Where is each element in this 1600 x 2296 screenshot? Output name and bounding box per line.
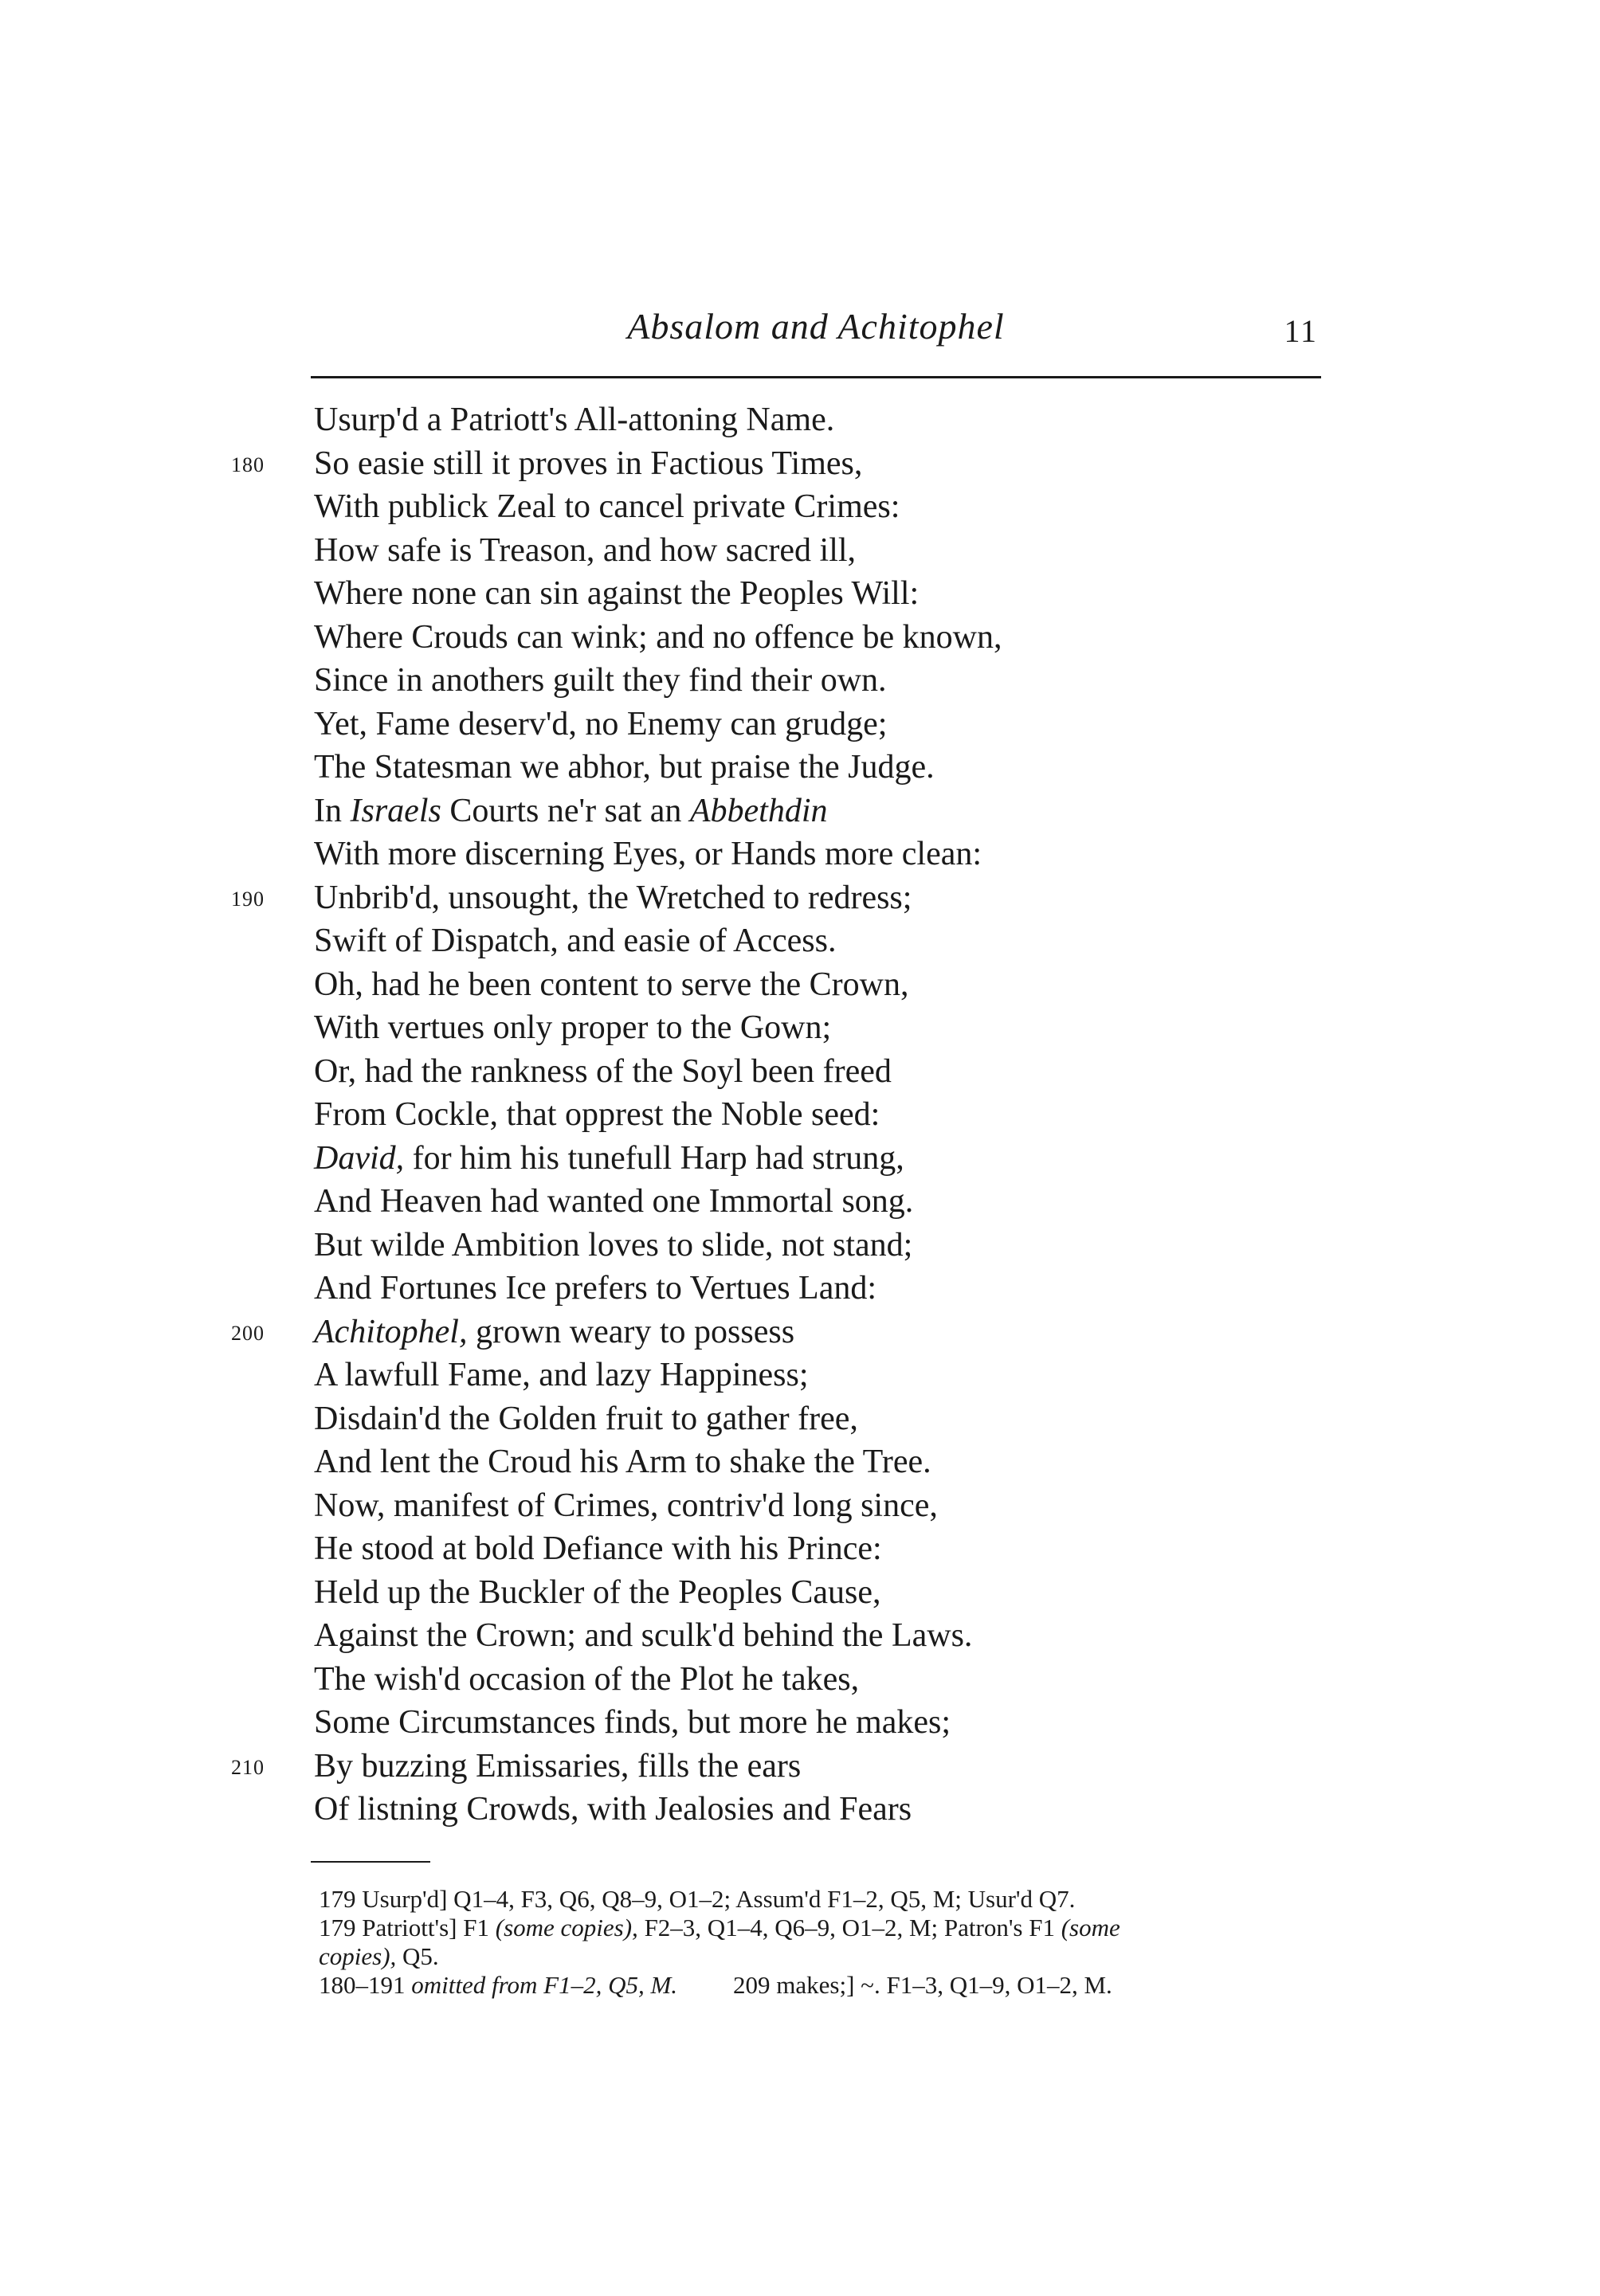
verse-text: Some Circumstances finds, but more he makes;	[314, 1704, 951, 1741]
note-italic: (some	[1061, 1914, 1120, 1941]
verse-line	[231, 616, 1363, 660]
textual-note	[319, 1914, 1339, 1942]
verse-text-part: for him his tunefull Harp had strung,	[404, 1139, 904, 1177]
verse-line	[231, 1050, 1363, 1094]
verse-text-part: grown weary to possess	[467, 1313, 795, 1350]
verse-text: From Cockle, that opprest the Noble seed:	[314, 1096, 880, 1133]
verse-line	[231, 963, 1363, 1007]
verse-text: And Heaven had wanted one Immortal song.	[314, 1183, 914, 1220]
verse-text	[314, 789, 828, 833]
verse-line	[231, 1571, 1363, 1615]
textual-note	[319, 1885, 1339, 1914]
verse-text	[314, 1311, 794, 1354]
textual-note	[319, 1971, 1339, 2000]
verse-text: And lent the Croud his Arm to shake the Tree.	[314, 1444, 931, 1480]
verse-italic-name: Israels	[350, 792, 441, 829]
verse-line	[231, 1137, 1363, 1181]
verse-text: Disdain'd the Golden fruit to gather free,	[314, 1400, 858, 1437]
footnote-rule	[311, 1861, 430, 1863]
verse-line	[231, 442, 1363, 486]
verse-text: Of listning Crowds, with Jealosies and Fears	[314, 1791, 912, 1828]
verse-line	[231, 1311, 1363, 1354]
verse-line	[231, 1745, 1363, 1789]
verse-text: A lawfull Fame, and lazy Happiness;	[314, 1357, 809, 1393]
verse-italic-name: David,	[314, 1139, 405, 1177]
note-text: Q5.	[396, 1942, 439, 1970]
verse-text: So easie still it proves in Factious Times,	[314, 445, 863, 482]
verse-line	[231, 876, 1363, 920]
note-italic: omitted from F1–2, Q5, M.	[411, 1971, 678, 1999]
verse-italic-name: Abbethdin	[689, 792, 828, 829]
line-number: 200	[231, 1321, 265, 1345]
verse-text: Against the Crown; and sculk'd behind the Laws.	[314, 1617, 973, 1654]
verse-line	[231, 398, 1363, 442]
verse-line	[231, 485, 1363, 529]
verse-text: Usurp'd a Patriott's All-attoning Name.	[314, 402, 835, 438]
verse-line	[231, 1267, 1363, 1311]
verse-text: The Statesman we abhor, but praise the Judge.	[314, 749, 935, 786]
verse-line	[231, 833, 1363, 876]
page-number: 11	[1284, 313, 1318, 349]
verse-text: Or, had the rankness of the Soyl been freed	[314, 1052, 892, 1090]
note-italic: copies),	[319, 1942, 397, 1970]
line-number: 210	[231, 1755, 265, 1779]
verse-text: Yet, Fame deserv'd, no Enemy can grudge;	[314, 705, 888, 742]
verse-line	[231, 789, 1363, 833]
textual-note	[319, 1942, 1339, 1971]
verse-text: He stood at bold Defiance with his Prince:	[314, 1530, 882, 1567]
verse-text: Held up the Buckler of the Peoples Cause,	[314, 1573, 881, 1611]
verse-line	[231, 659, 1363, 703]
verse-line	[231, 1658, 1363, 1702]
verse-text	[314, 1137, 904, 1181]
verse-text: Where none can sin against the Peoples Will:	[314, 575, 920, 612]
verse-text: Oh, had he been content to serve the Crown,	[314, 966, 909, 1003]
note-text: 180–191	[319, 1971, 412, 1999]
verse-line	[231, 529, 1363, 573]
verse-text: How safe is Treason, and how sacred ill,	[314, 531, 857, 569]
verse-line	[231, 1527, 1363, 1571]
line-number: 190	[231, 887, 265, 911]
line-number: 180	[231, 453, 265, 476]
verse-line	[231, 1440, 1363, 1484]
verse-text: By buzzing Emissaries, fills the ears	[314, 1747, 802, 1785]
note-text: 179 Usurp'd] Q1–4, F3, Q6, Q8–9, O1–2; Assum'd F1–2, Q5, M; Usur'd Q7.	[319, 1885, 1076, 1913]
verse-text: With more discerning Eyes, or Hands more clean:	[314, 836, 982, 872]
note-text: 209 makes;] ~. F1–3, Q1–9, O1–2, M.	[733, 1971, 1112, 1999]
running-title: Absalom and Achitophel	[627, 306, 1005, 347]
verse-line	[231, 1397, 1363, 1441]
verse-line	[231, 572, 1363, 616]
verse-text: And Fortunes Ice prefers to Vertues Land:	[314, 1270, 877, 1307]
verse-line	[231, 1614, 1363, 1658]
verse-text: Swift of Dispatch, and easie of Access.	[314, 923, 837, 959]
verse-line	[231, 1093, 1363, 1137]
verse-text-part: In	[314, 792, 351, 829]
verse-line	[231, 746, 1363, 789]
poem-text	[231, 398, 1363, 1832]
verse-line	[231, 919, 1363, 963]
verse-line	[231, 1354, 1363, 1397]
verse-text: Where Crouds can wink; and no offence be known,	[314, 618, 1002, 656]
header-rule	[311, 376, 1321, 378]
verse-line	[231, 1484, 1363, 1528]
verse-line	[231, 1006, 1363, 1050]
verse-line	[231, 1224, 1363, 1268]
verse-italic-name: Achitophel,	[314, 1313, 468, 1350]
textual-notes	[319, 1885, 1339, 2000]
verse-line	[231, 1788, 1363, 1832]
verse-text: The wish'd occasion of the Plot he takes,	[314, 1660, 860, 1698]
note-text: F2–3, Q1–4, Q6–9, O1–2, M; Patron's F1	[637, 1914, 1061, 1941]
note-text: 179 Patriott's] F1	[319, 1914, 496, 1941]
verse-text: Since in anothers guilt they find their own.	[314, 662, 887, 699]
verse-line	[231, 703, 1363, 746]
verse-text: Now, manifest of Crimes, contriv'd long since,	[314, 1487, 938, 1524]
verse-text: With publick Zeal to cancel private Crimes:	[314, 488, 900, 525]
verse-line	[231, 1180, 1363, 1224]
verse-line	[231, 1701, 1363, 1745]
verse-text-part: Courts ne'r sat an	[441, 792, 690, 829]
page-header	[311, 303, 1321, 366]
note-italic: (some copies),	[495, 1914, 638, 1941]
verse-text: Unbrib'd, unsought, the Wretched to redress;	[314, 879, 912, 916]
verse-text: But wilde Ambition loves to slide, not stand;	[314, 1226, 913, 1264]
verse-text: With vertues only proper to the Gown;	[314, 1009, 832, 1046]
